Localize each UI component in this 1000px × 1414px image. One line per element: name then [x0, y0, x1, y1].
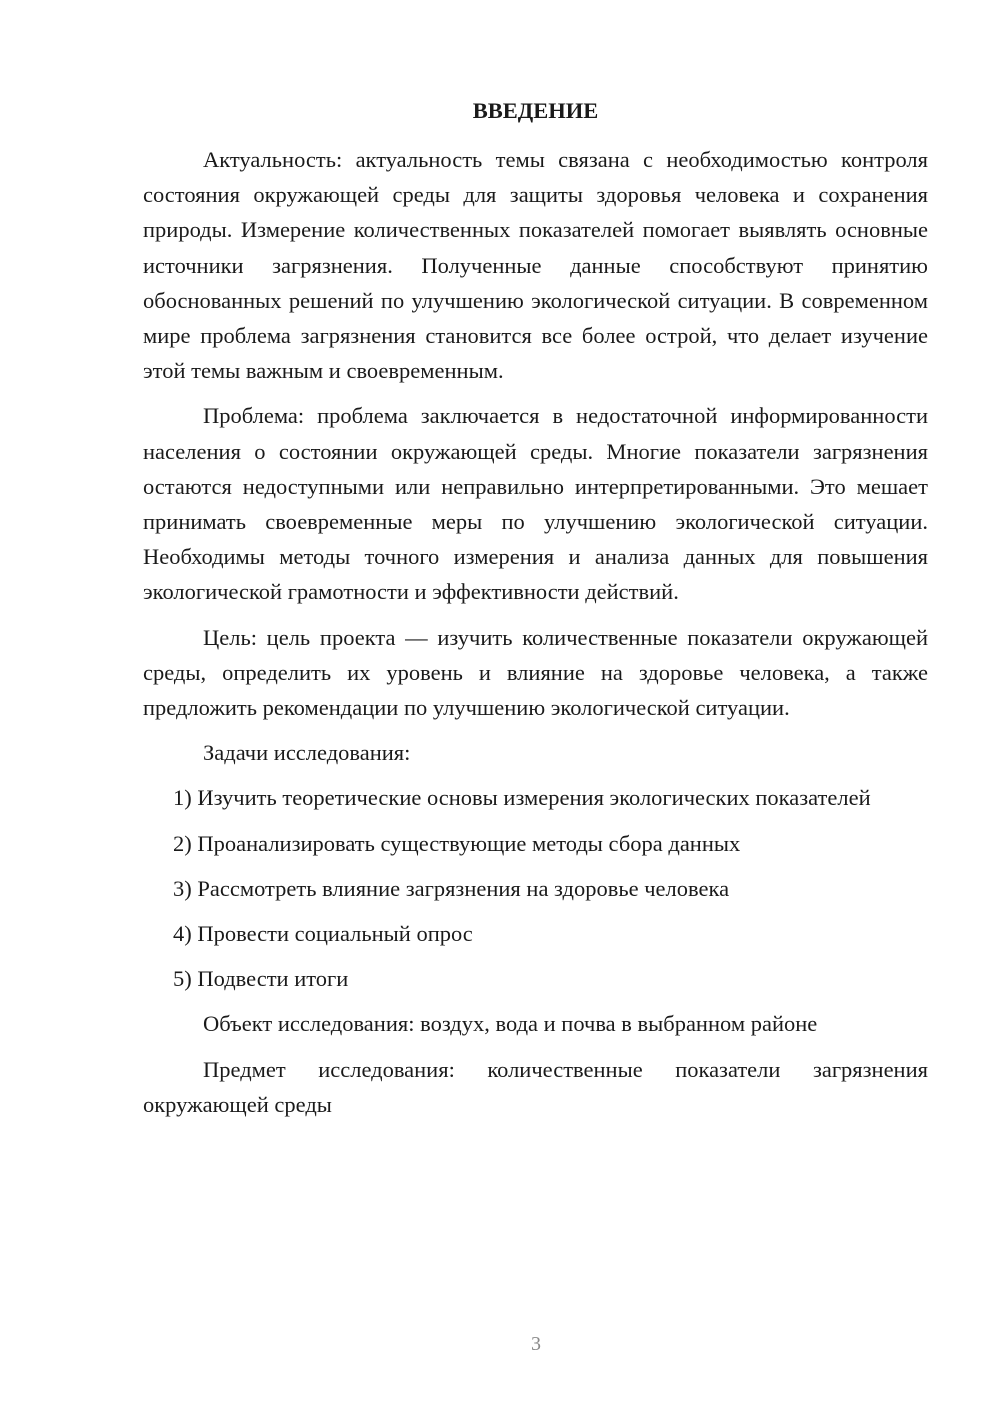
- problem-paragraph: Проблема: проблема заключается в недостаточной информированности населения о состоянии окружающей среды. Многие показатели загрязнения остаются недоступными или неправильно интерпретированными. Это мешает принимать своевременные меры по улучшению экологической ситуации. Необходимы методы точного измерения и анализа данных для повышения экологической грамотности и эффективности действий.: [143, 403, 928, 605]
- page-number: 3: [531, 1333, 541, 1355]
- task-item-4: 4) Провести социальный опрос: [173, 921, 473, 947]
- subject-paragraph: Предмет исследования: количественные показатели загрязнения окружающей среды: [143, 1056, 928, 1117]
- task-item-2: 2) Проанализировать существующие методы сбора данных: [173, 830, 741, 856]
- task-item-5: 5) Подвести итоги: [173, 966, 349, 992]
- tasks-heading: Задачи исследования:: [203, 740, 411, 766]
- object-paragraph: Объект исследования: воздух, вода и почва в выбранном районе: [203, 1011, 818, 1037]
- task-item-1: 1) Изучить теоретические основы измерения экологических показателей: [173, 785, 871, 811]
- relevance-paragraph: Актуальность: актуальность темы связана с необходимостью контроля состояния окружающей среды для защиты здоровья человека и сохранения природы. Измерение количественных показателей помогает выявлять основные источники загрязнения. Полученные данные способствуют принятию обоснованных решений по улучшению экологической ситуации. В современном мире проблема загрязнения становится все более острой, что делает изучение этой темы важным и своевременным.: [143, 147, 928, 384]
- page-content: [143, 94, 928, 1122]
- section-heading: ВВЕДЕНИЕ: [472, 98, 599, 123]
- goal-paragraph: Цель: цель проекта — изучить количественные показатели окружающей среды, определить их уровень и влияние на здоровье человека, а также предложить рекомендации по улучшению экологической ситуации.: [143, 624, 928, 721]
- task-item-3: 3) Рассмотреть влияние загрязнения на здоровье человека: [173, 875, 730, 901]
